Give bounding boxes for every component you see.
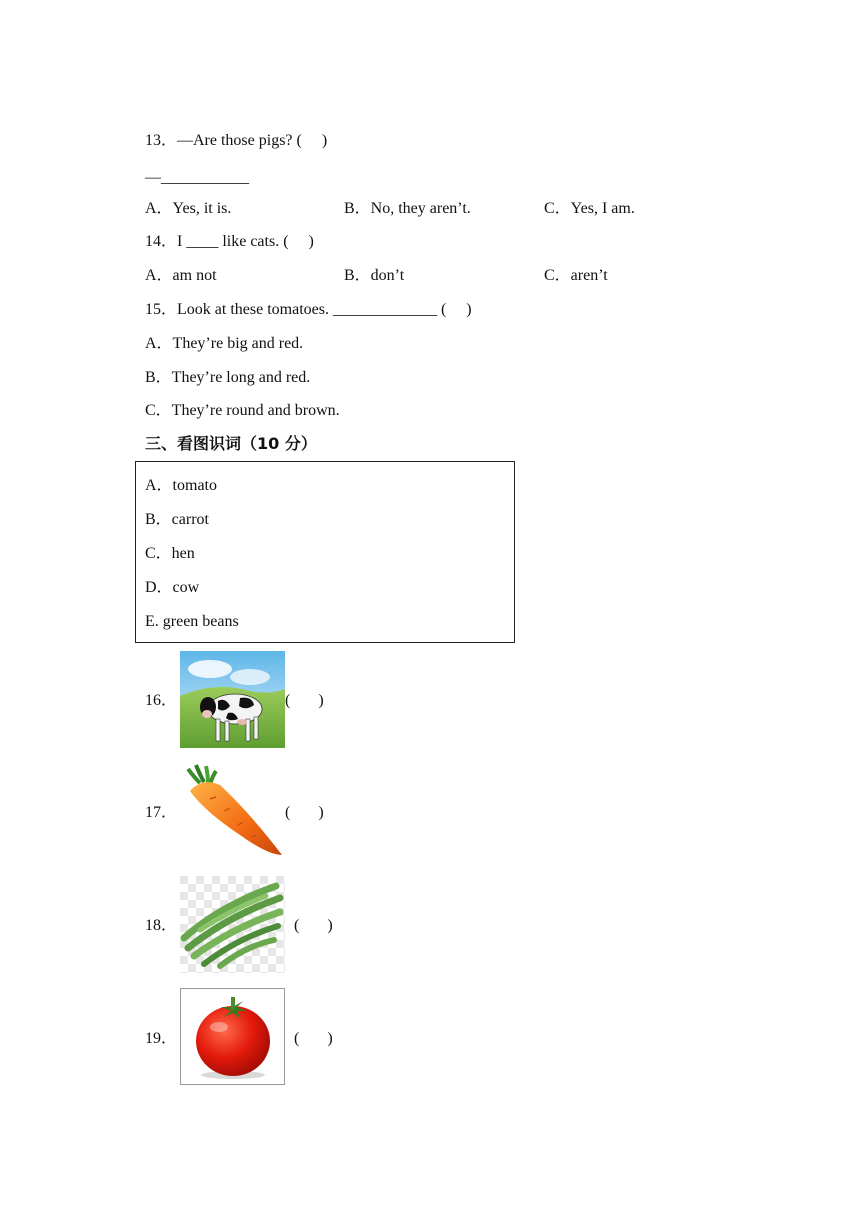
question-16-number: 16． — [145, 692, 178, 709]
word-bank-item-c: C．hen — [145, 545, 195, 562]
question-15-option-a: A．They’re big and red. — [145, 335, 304, 352]
question-14-option-b: B．don’t — [344, 267, 405, 284]
question-16-answer-blank: ( ) — [285, 692, 324, 709]
tomato-picture-icon — [180, 988, 285, 1085]
question-13-option-c: C．Yes, I am. — [544, 200, 635, 217]
question-14-option-c: C．aren’t — [544, 267, 608, 284]
question-15-option-c: C．They’re round and brown. — [145, 402, 340, 419]
word-bank-item-d: D．cow — [145, 579, 200, 596]
question-14-option-a: A．am not — [145, 267, 217, 284]
question-15-option-b: B．They’re long and red. — [145, 369, 311, 386]
question-19-number: 19． — [145, 1030, 178, 1047]
word-bank-item-e: E. green beans — [145, 613, 239, 630]
question-13-answer-line: —___________ — [145, 169, 249, 186]
carrot-picture-icon — [180, 763, 285, 860]
word-bank-box — [135, 461, 515, 643]
question-13-option-b: B．No, they aren’t. — [344, 200, 471, 217]
question-14-stem: 14．I ____ like cats. ( ) — [145, 233, 314, 250]
question-13-stem: 13．—Are those pigs? ( ) — [145, 132, 328, 149]
question-17-number: 17． — [145, 804, 178, 821]
green-beans-picture-icon — [180, 876, 285, 973]
question-17-answer-blank: ( ) — [285, 804, 324, 821]
question-15-stem: 15．Look at these tomatoes. _____________ ( ) — [145, 301, 472, 318]
question-13-option-a: A．Yes, it is. — [145, 200, 232, 217]
word-bank-item-b: B．carrot — [145, 511, 209, 528]
section-3-heading: 三、看图识词（10 分） — [145, 434, 317, 453]
question-18-number: 18． — [145, 917, 178, 934]
word-bank-item-a: A．tomato — [145, 477, 217, 494]
cow-picture-icon — [180, 651, 285, 748]
question-18-answer-blank: ( ) — [294, 917, 333, 934]
question-19-answer-blank: ( ) — [294, 1030, 333, 1047]
